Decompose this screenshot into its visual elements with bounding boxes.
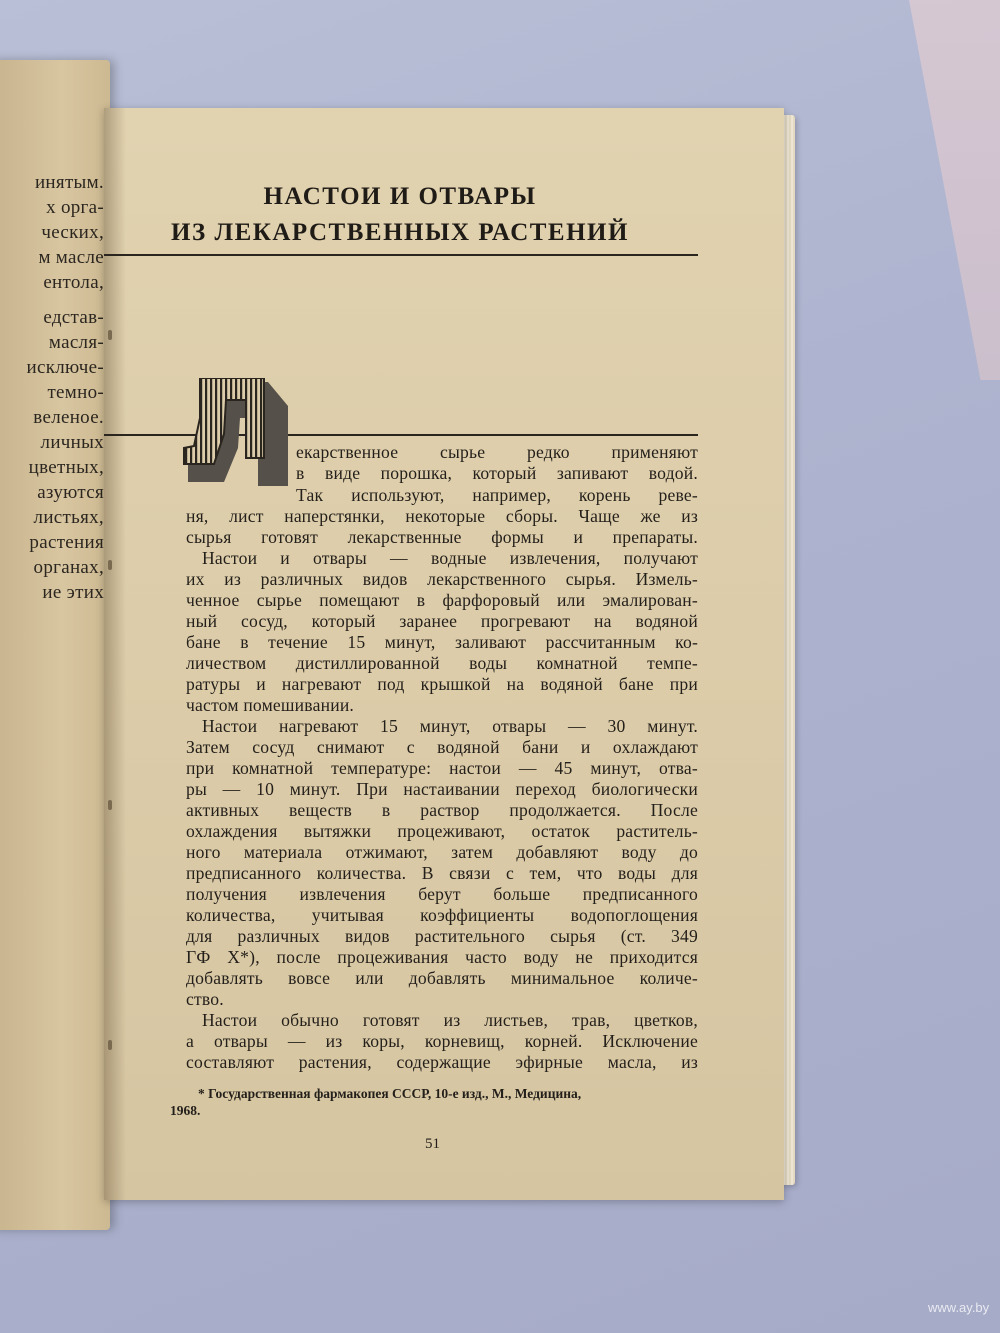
previous-page [0,60,110,1230]
paragraph-3-line: ство. [186,989,224,1009]
drop-cap-letter: Л [240,438,241,439]
drop-cap-letter-l [180,378,292,490]
paragraph-2-line: бане в течение 15 минут, заливают рассчитанным ко- [186,632,698,652]
left-page-line: растения [29,532,104,553]
left-page-line: масля- [48,332,104,353]
chapter-title-line-2: ИЗ ЛЕКАРСТВЕННЫХ РАСТЕНИЙ [171,219,629,246]
paragraph-3-line: добавлять вовсе или добавлять минимальное количе- [186,968,698,988]
paragraph-1-line: ня, лист наперстянки, некоторые сборы. Чаще же из [186,506,698,526]
paragraph-1-line: Так используют, например, корень реве- [296,485,698,505]
left-page-line: личных [40,432,104,453]
left-page-line: едстав- [43,307,104,328]
left-page-line: цветных, [28,457,104,478]
paragraph-3-line: предписанного количества. В связи с тем, что воды для [186,863,698,883]
paragraph-3-line: при комнатной температуре: настои — 45 минут, отва- [186,758,698,778]
paragraph-3-line: Затем сосуд снимают с водяной бани и охлаждают [186,737,698,757]
footnote-line: 1968. [170,1103,201,1118]
binding-stitch [108,560,112,570]
title-rule [104,254,698,256]
paragraph-4-line: а отвары — из коры, корневищ, корней. Исключение [186,1031,698,1051]
watermark: www.ay.by [928,1300,990,1315]
binding-stitch [108,800,112,810]
paragraph-1-line: екарственное сырье редко применяют [296,442,698,462]
left-page-line: азуются [37,482,104,503]
paragraph-1-line: в виде порошка, который запивают водой. [296,463,698,483]
paragraph-3-line: активных веществ в раствор продолжается. После [186,800,698,820]
left-page-line: листьях, [33,507,104,528]
paragraph-4-line: составляют растения, содержащие эфирные масла, из [186,1052,698,1072]
paragraph-3-line: получения извлечения берут больше предписанного [186,884,698,904]
paragraph-3-line: количества, учитывая коэффициенты водопоглощения [186,905,698,925]
paragraph-4-line: Настои обычно готовят из листьев, трав, цветков, [202,1010,698,1030]
page-number: 51 [425,1136,440,1152]
chapter-title-line-1: НАСТОИ И ОТВАРЫ [263,183,537,210]
desk-background [870,0,1000,380]
paragraph-2-line: ный сосуд, который заранее прогревают на водяной [186,611,698,631]
paragraph-2-line: ратуры и нагревают под крышкой на водяной бане при [186,674,698,694]
left-page-line: ческих, [41,222,104,243]
paragraph-3-line: ры — 10 минут. При настаивании переход биологически [186,779,698,799]
paragraph-2-line: частом помешивании. [186,695,355,715]
paragraph-3-line: для различных видов растительного сырья (ст. 349 [186,926,698,946]
left-page-line: м масле [38,247,104,268]
binding-stitch [108,330,112,340]
paragraph-2-line: Настои и отвары — водные извлечения, получают [202,548,698,568]
spine-shadow [104,108,126,1200]
left-page-line: ентола, [43,272,104,293]
left-page-line: х орга- [46,197,104,218]
left-page-line: исключе- [26,357,104,378]
paragraph-3-line: ГФ X*), после процеживания часто воду не приходится [186,947,698,967]
paragraph-3-line: ного материала отжимают, затем добавляют воду до [186,842,698,862]
paragraph-2-line: ченное сырье помещают в фарфоровый или эмалирован- [186,590,698,610]
paragraph-3-line: Настои нагревают 15 минут, отвары — 30 минут. [202,716,698,736]
left-page-line: инятым. [34,172,104,193]
left-page-line: веленое. [33,407,104,428]
binding-stitch [108,1040,112,1050]
paragraph-1-line: сырья готовят лекарственные формы и препараты. [186,527,698,547]
paragraph-2-line: личеством дистиллированной воды комнатной темпе- [186,653,698,673]
paragraph-3-line: охлаждения вытяжки процеживают, остаток раститель- [186,821,698,841]
left-page-line: темно- [47,382,104,403]
left-page-line: органах, [33,557,104,578]
left-page-line: ие этих [42,582,104,603]
footnote-line: * Государственная фармакопея СССР, 10-е изд., М., Медицина, [198,1086,582,1101]
paragraph-2-line: их из различных видов лекарственного сырья. Измель- [186,569,698,589]
